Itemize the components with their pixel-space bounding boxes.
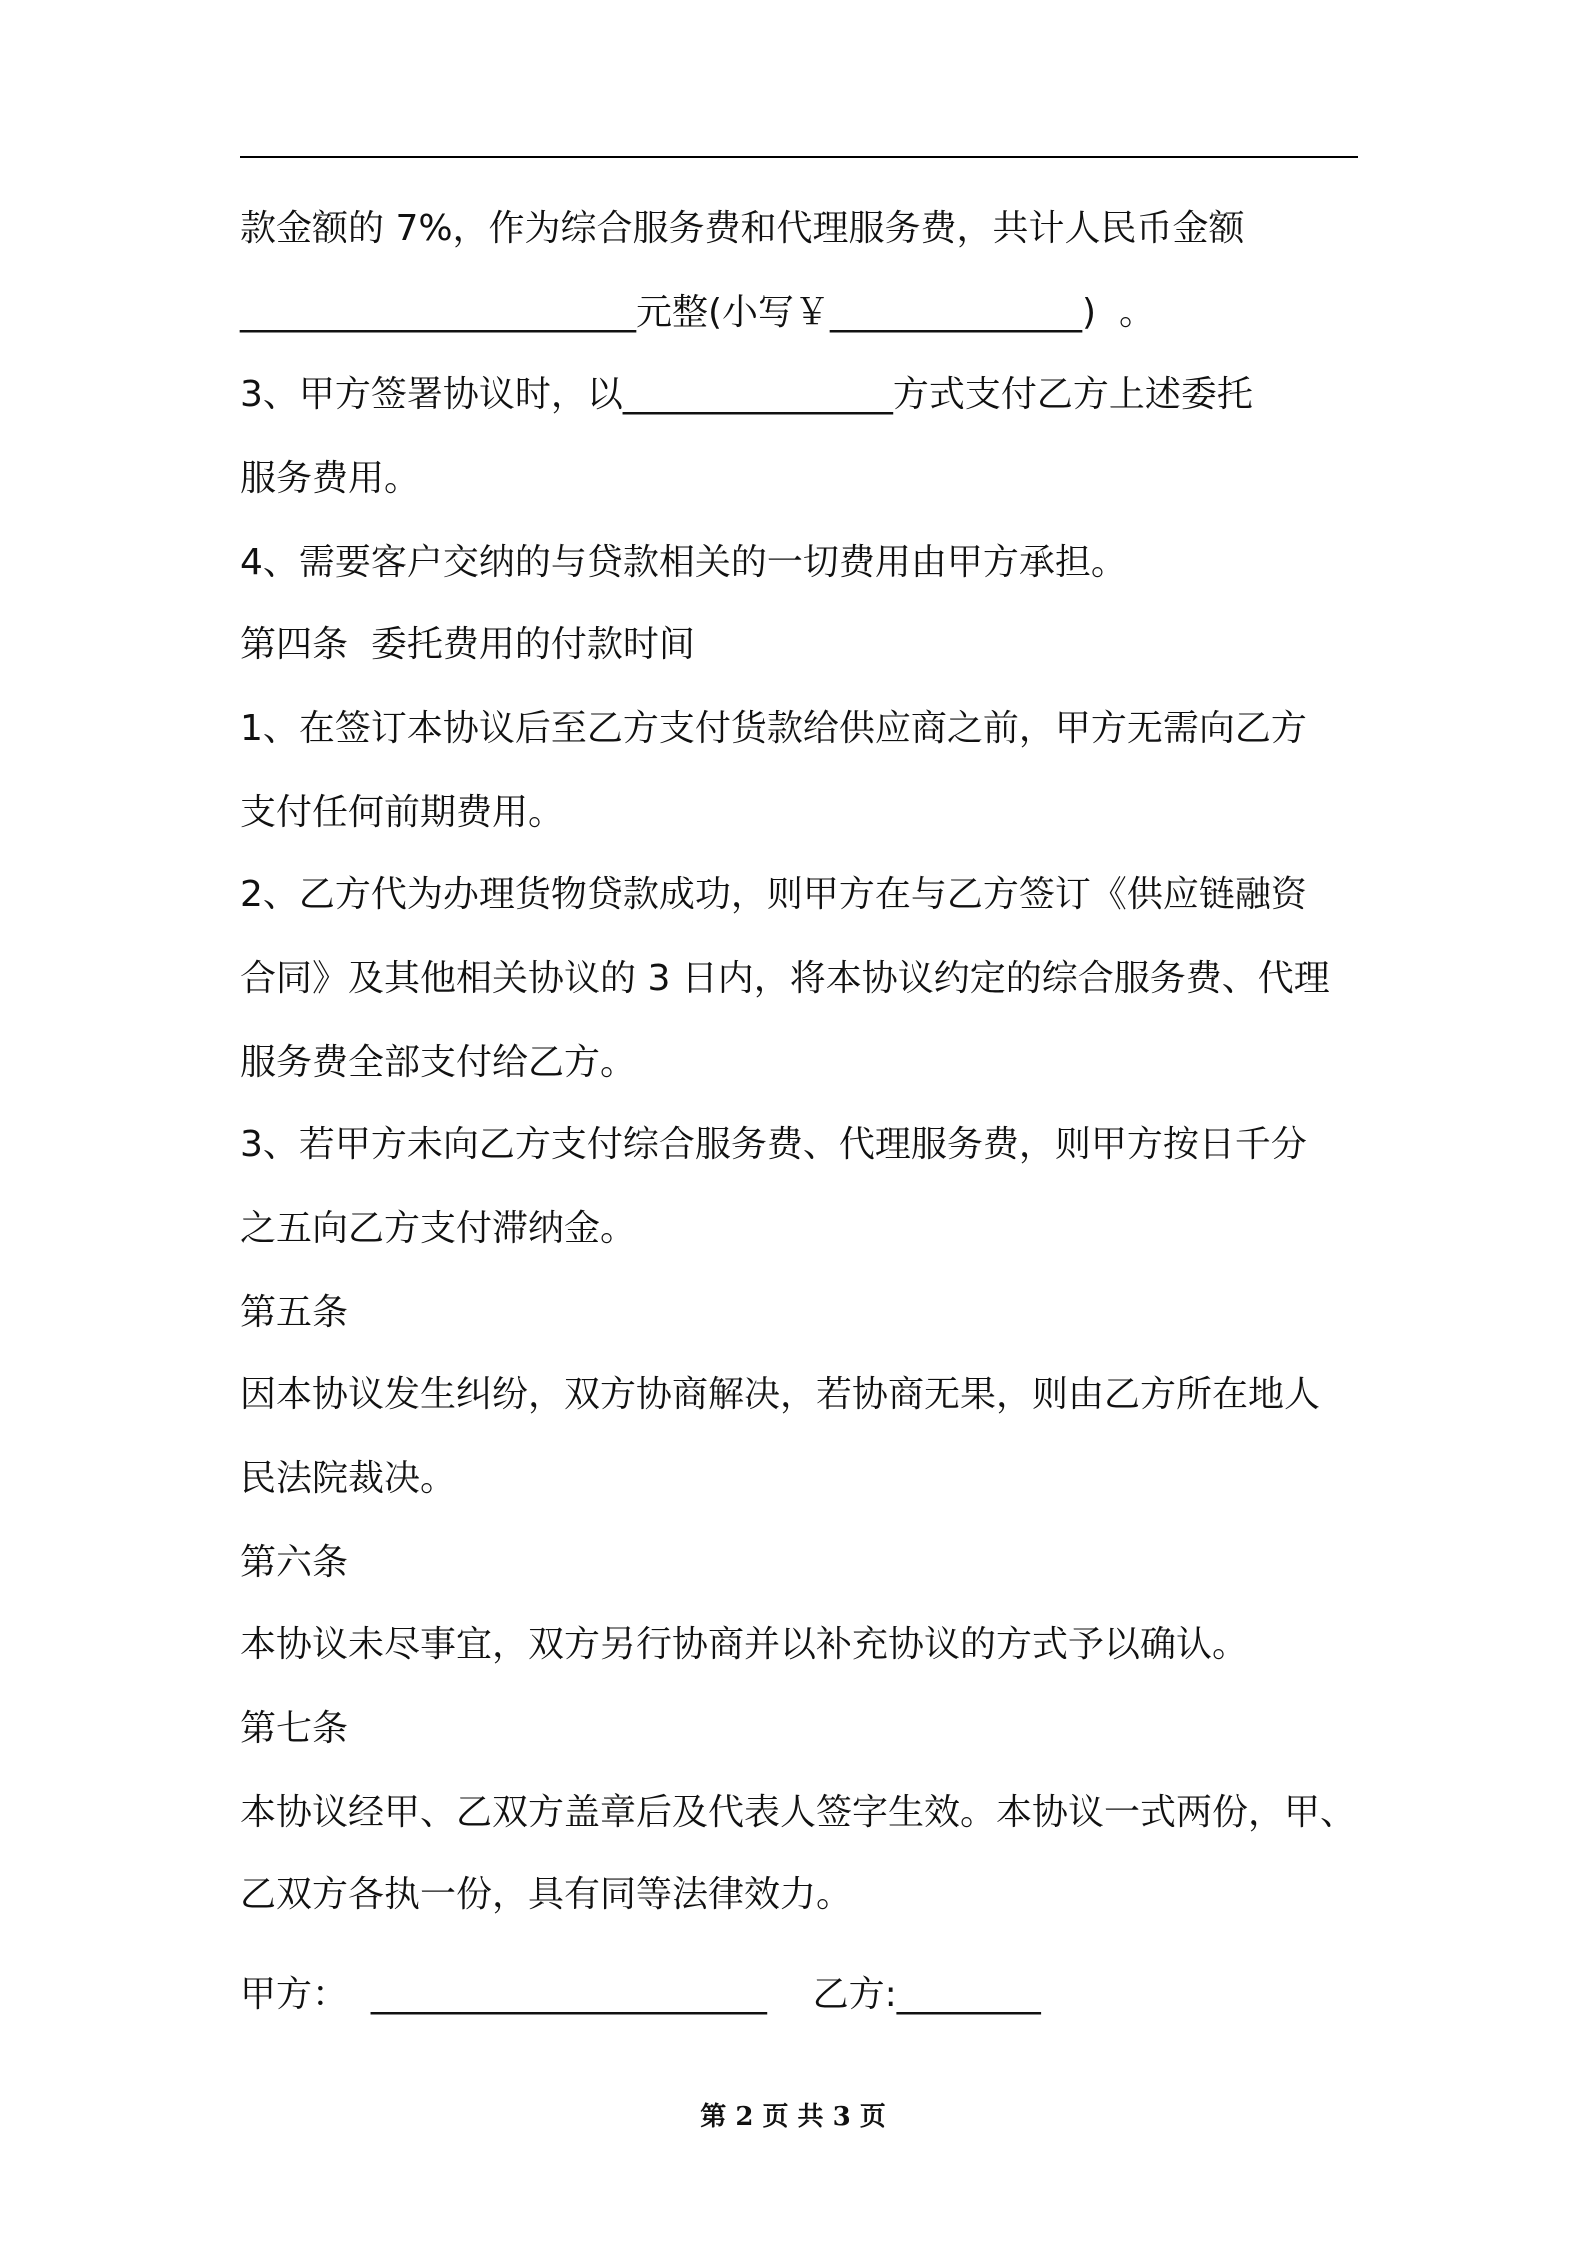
body-line-21: 乙双方各执一份，具有同等法律效力。 (240, 1874, 853, 1915)
body-line-9: 2、乙方代为办理货物贷款成功，则甲方在与乙方签订《供应链融资 (240, 874, 1307, 915)
body-line-8: 支付任何前期费用。 (240, 792, 565, 833)
body-line-5: 4、需要客户交纳的与贷款相关的一切费用由甲方承担。 (240, 542, 1127, 583)
body-line-1: 款金额的 7%，作为综合服务费和代理服务费，共计人民币金额 (240, 208, 1245, 249)
page-number-footer: 第 2 页 共 3 页 (700, 2102, 886, 2132)
body-line-12: 3、若甲方未向乙方支付综合服务费、代理服务费，则甲方按日千分 (240, 1124, 1307, 1165)
section-heading-5: 第五条 (240, 1292, 349, 1333)
body-line-11: 服务费全部支付给乙方。 (240, 1042, 637, 1083)
body-line-13: 之五向乙方支付滞纳金。 (240, 1208, 637, 1249)
section-heading-7: 第七条 (240, 1708, 349, 1749)
body-line-15: 因本协议发生纠纷，双方协商解决，若协商无果，则由乙方所在地人 (240, 1374, 1321, 1415)
signature-line: 甲方： ______________________ 乙方:________ (240, 1974, 1041, 2015)
body-line-20: 本协议经甲、乙双方盖章后及代表人签字生效。本协议一式两份，甲、 (240, 1792, 1357, 1833)
body-line-10: 合同》及其他相关协议的 3 日内，将本协议约定的综合服务费、代理 (240, 958, 1330, 999)
body-line-2: ______________________元整(小写￥______________) 。 (240, 292, 1155, 333)
body-line-16: 民法院裁决。 (240, 1458, 457, 1499)
body-line-18: 本协议未尽事宜，双方另行协商并以补充协议的方式予以确认。 (240, 1624, 1249, 1665)
section-heading-6: 第六条 (240, 1542, 349, 1583)
body-line-4: 服务费用。 (240, 458, 421, 499)
body-line-3: 3、甲方签署协议时，以_______________方式支付乙方上述委托 (240, 374, 1253, 415)
header-rule (240, 156, 1358, 158)
section-heading-4: 第四条 委托费用的付款时间 (240, 624, 695, 665)
body-line-7: 1、在签订本协议后至乙方支付货款给供应商之前，甲方无需向乙方 (240, 708, 1307, 749)
